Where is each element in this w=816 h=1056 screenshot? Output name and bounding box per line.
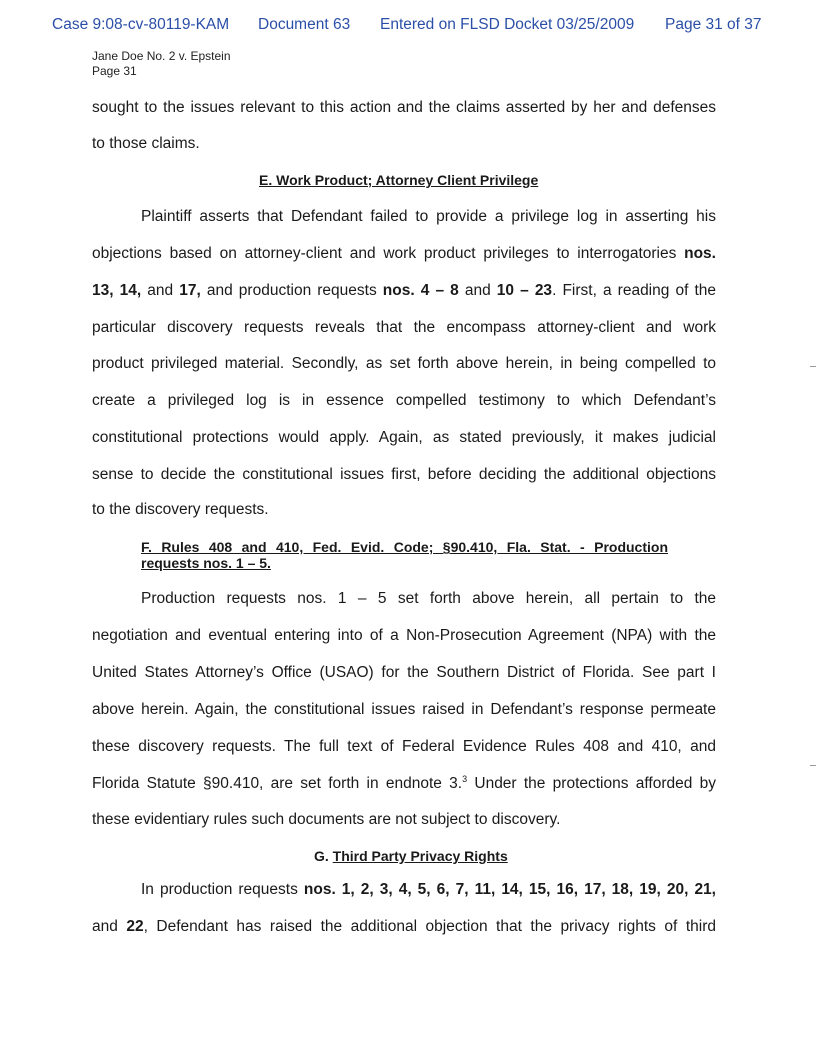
section-heading-f: F. Rules 408 and 410, Fed. Evid. Code; §90.410, Fla. Stat. - Production requests nos. 1 – 5. (141, 539, 668, 571)
text-line: 13, 14, and 17, and production requests nos. 4 – 8 and 10 – 23. First, a reading of the (92, 282, 717, 299)
text-line: Production requests nos. 1 – 5 set forth above herein, all pertain to the (141, 590, 716, 607)
text-line: these evidentiary rules such documents are not subject to discovery. (92, 811, 561, 828)
text-line: Florida Statute §90.410, are set forth in endnote 3.$^3$ Under the protections afforded by (92, 774, 716, 792)
text-line: above herein. Again, the constitutional issues raised in Defendant’s response permeate (92, 701, 716, 718)
margin-mark (810, 765, 816, 766)
section-heading-g: G. Third Party Privacy Rights (314, 848, 508, 864)
page-label: Page 31 (92, 64, 137, 78)
docket-entry: Entered on FLSD Docket 03/25/2009 (380, 16, 635, 33)
case-caption: Jane Doe No. 2 v. Epstein (92, 49, 231, 63)
text-line: and 22, Defendant has raised the additional objection that the privacy rights of third (92, 918, 716, 935)
text-line: United States Attorney’s Office (USAO) for the Southern District of Florida. See part I (92, 664, 716, 681)
text-line: sense to decide the constitutional issues first, before deciding the additional objections (92, 466, 716, 483)
text-line: sought to the issues relevant to this action and the claims asserted by her and defenses (92, 99, 716, 116)
text-line: constitutional protections would apply. Again, as stated previously, it makes judicial (92, 429, 716, 446)
endnote-ref: 3 (462, 774, 468, 784)
section-heading-e: E. Work Product; Attorney Client Privilege (259, 172, 539, 188)
case-number: Case 9:08-cv-80119-KAM (52, 16, 230, 33)
text-line: Plaintiff asserts that Defendant failed to provide a privilege log in asserting his (141, 208, 716, 225)
running-head (92, 49, 231, 79)
text-line: particular discovery requests reveals that the encompass attorney-client and work (92, 319, 716, 336)
text-line: objections based on attorney-client and work product privileges to interrogatories nos. (92, 245, 716, 262)
text-line: In production requests nos. 1, 2, 3, 4, 5, 6, 7, 11, 14, 15, 16, 17, 18, 19, 20, 21, (141, 881, 716, 898)
text-line: these discovery requests. The full text of Federal Evidence Rules 408 and 410, and (92, 738, 716, 755)
text-line: to the discovery requests. (92, 501, 269, 518)
text-line: product privileged material. Secondly, as set forth above herein, in being compelled to (92, 355, 716, 372)
page-count: Page 31 of 37 (665, 16, 762, 33)
text-line: negotiation and eventual entering into of a Non-Prosecution Agreement (NPA) with the (92, 627, 716, 644)
text-line: create a privileged log is in essence compelled testimony to which Defendant’s (92, 392, 716, 409)
text-line: to those claims. (92, 135, 200, 152)
margin-mark (810, 366, 816, 367)
document-number: Document 63 (258, 16, 351, 33)
